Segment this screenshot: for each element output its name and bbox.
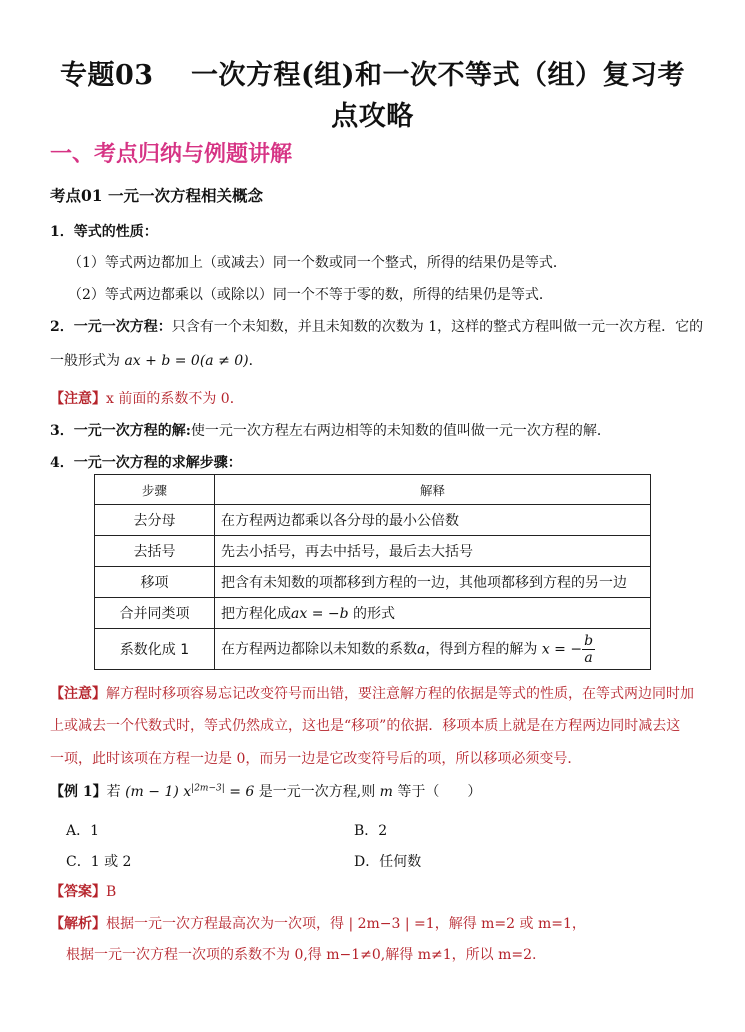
- note1: [50, 388, 244, 408]
- example1-text: 是一元一次方程,则: [254, 784, 380, 800]
- table-cell-desc: 把含有未知数的项都移到方程的一边，其他项都移到方程的另一边: [215, 567, 651, 598]
- note2-line1: [50, 683, 694, 703]
- analysis-tag: 【解析】: [50, 916, 106, 932]
- analysis-line2: 根据一元一次方程一次项的系数不为 0,得 m−1≠0,解得 m≠1，所以 m=2.: [66, 947, 537, 963]
- analysis-line1: [50, 913, 586, 933]
- example1-formula-base: (m − 1) x: [125, 784, 192, 800]
- desc-prefix: 把方程化成: [221, 606, 291, 622]
- answer-line: [50, 881, 116, 901]
- point2-line2: [50, 350, 263, 370]
- table-cell-step: 移项: [95, 567, 215, 598]
- table-row: [95, 505, 651, 536]
- desc-prefix: 在方程两边都除以未知数的系数: [221, 641, 417, 657]
- point3: [50, 420, 611, 440]
- table-cell-step: 去括号: [95, 536, 215, 567]
- example1-var: m: [379, 784, 393, 800]
- example1-prefix: 若: [106, 784, 126, 800]
- desc-mid: ，得到方程的解为: [425, 641, 542, 657]
- example1-suffix: 等于（ ）: [392, 784, 482, 800]
- option-d: D．任何数: [354, 854, 422, 870]
- point1-heading: 1．等式的性质：: [50, 224, 158, 240]
- example1-question: [50, 781, 481, 801]
- table-cell-desc: [215, 629, 651, 670]
- note2-tag: 【注意】: [50, 686, 106, 702]
- example1-tag: 【例 1】: [50, 784, 107, 800]
- analysis-text-line1: 根据一元一次方程最高次为一次项，得 | 2m−3 | =1，解得 m=2 或 m=1，: [106, 916, 586, 932]
- table-header-step: 步骤: [95, 475, 215, 505]
- point3-heading: 3．一元一次方程的解:: [50, 423, 191, 439]
- table-cell-desc: 在方程两边都乘以各分母的最小公倍数: [215, 505, 651, 536]
- desc-x: x = −: [541, 641, 583, 657]
- point1-item1: （1）等式两边都加上（或减去）同一个数或同一个整式，所得的结果仍是等式．: [68, 255, 567, 271]
- point2-line1: [50, 316, 703, 336]
- page-title-line2: 点攻略: [331, 101, 414, 132]
- fraction-numerator: b: [584, 632, 594, 649]
- desc-suffix: 的形式: [348, 606, 396, 622]
- point3-text: 使一元一次方程左右两边相等的未知数的值叫做一元一次方程的解．: [190, 423, 611, 439]
- desc-var: a: [417, 641, 426, 657]
- table-cell-desc: [215, 598, 651, 629]
- solution-fraction: [582, 633, 595, 666]
- desc-formula: ax = −b: [291, 606, 349, 622]
- point4-heading: 4．一元一次方程的求解步骤：: [50, 455, 242, 471]
- page-title-line1: 专题03 一次方程(组)和一次不等式（组）复习考: [59, 60, 686, 91]
- section-heading: 一、考点归纳与例题讲解: [50, 142, 293, 167]
- note2-text-line1: 解方程时移项容易忘记改变符号而出错，要注意解方程的依据是等式的性质，在等式两边同时加: [106, 686, 694, 702]
- table-cell-desc: 先去小括号，再去中括号，最后去大括号: [215, 536, 651, 567]
- point2-line2-suffix: ．: [248, 353, 263, 369]
- table-row: [95, 629, 651, 670]
- point2-text: 只含有一个未知数，并且未知数的次数为 1，这样的整式方程叫做一元一次方程．它的: [171, 319, 704, 335]
- note2-line3: 一项，此时该项在方程一边是 0，而另一边是它改变符号后的项，所以移项必须变号．: [50, 751, 582, 767]
- example1-formula-rest: = 6: [224, 784, 255, 800]
- answer-value: B: [106, 884, 117, 900]
- option-c: C．1 或 2: [66, 854, 132, 870]
- point2-heading: 2．一元一次方程：: [50, 319, 172, 335]
- point2-line2-prefix: 一般形式为: [50, 353, 125, 369]
- table-row: [95, 536, 651, 567]
- kaodian-heading: 考点01 一元一次方程相关概念: [50, 186, 263, 205]
- steps-table: [94, 474, 651, 670]
- note2-line2: 上或减去一个代数式时，等式仍然成立，这也是“移项”的依据．移项本质上就是在方程两边同时减去这: [50, 718, 681, 734]
- table-cell-step: 系数化成 1: [95, 629, 215, 670]
- table-header-row: [95, 475, 651, 505]
- table-header-desc: 解释: [215, 475, 651, 505]
- example1-formula-exponent: |2m−3|: [191, 783, 225, 794]
- table-cell-step: 合并同类项: [95, 598, 215, 629]
- answer-tag: 【答案】: [50, 884, 106, 900]
- option-a: A．1: [66, 823, 100, 839]
- point1-item2: （2）等式两边都乘以（或除以）同一个不等于零的数，所得的结果仍是等式．: [68, 287, 553, 303]
- table-row: [95, 598, 651, 629]
- option-b: B．2: [354, 823, 388, 839]
- note1-tag: 【注意】: [50, 391, 106, 407]
- table-row: [95, 567, 651, 598]
- table-cell-step: 去分母: [95, 505, 215, 536]
- note1-text: x 前面的系数不为 0．: [106, 391, 244, 407]
- general-form-formula: ax + b = 0(a ≠ 0): [124, 353, 249, 369]
- fraction-denominator: a: [584, 649, 593, 666]
